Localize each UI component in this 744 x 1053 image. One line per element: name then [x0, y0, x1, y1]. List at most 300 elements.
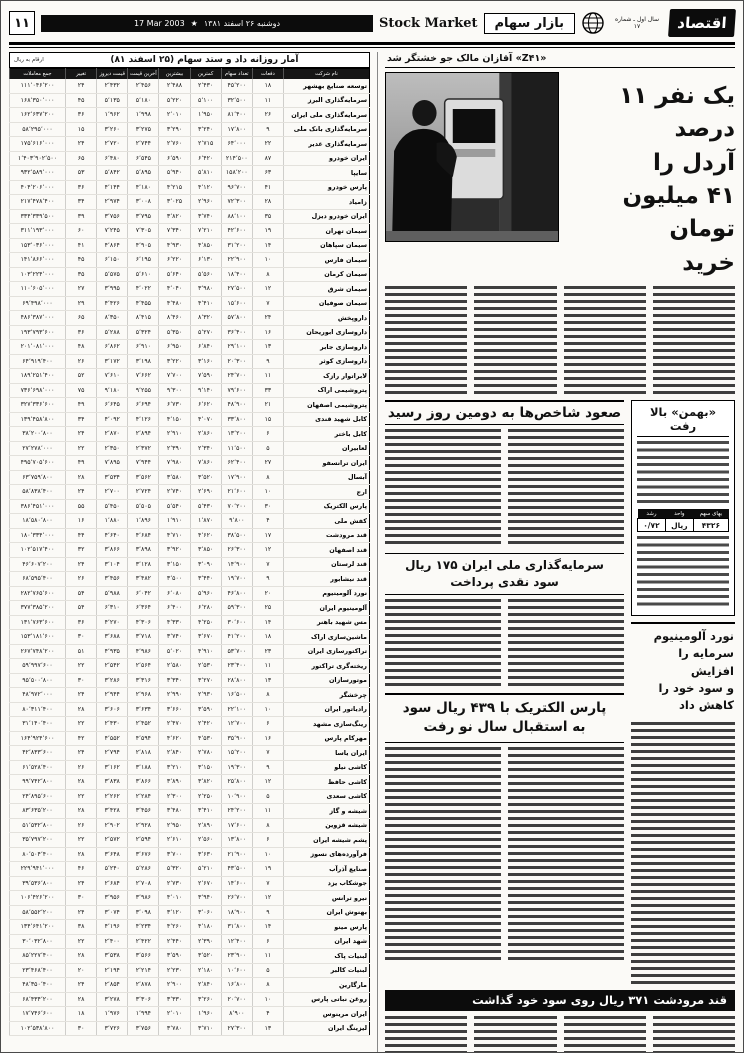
value-cell: ۶ — [252, 833, 283, 848]
value-cell: ۳٬۵۸۰ — [159, 470, 190, 485]
value-cell: ۸٬۴۱۵ — [128, 311, 159, 326]
value-cell: ۴٬۳۳۰ — [159, 615, 190, 630]
stocks-table — [9, 68, 370, 1036]
company-name-cell: پتروشیمی اراک — [284, 383, 370, 398]
value-cell: ۱۸ — [66, 1007, 97, 1022]
body-text-column — [385, 286, 467, 394]
value-cell: ۴٬۹۳۵ — [97, 644, 128, 659]
table-row — [10, 79, 370, 93]
value-cell: ۴۸ — [66, 340, 97, 355]
value-cell: ۶٬۴۸۰ — [97, 151, 128, 166]
value-cell: ۱۵۸٬۲۰۰ — [221, 166, 252, 181]
value-cell: ۱۲٬۴۰۰ — [221, 934, 252, 949]
table-row — [10, 296, 370, 311]
value-cell: ۲۴ — [66, 79, 97, 93]
value-cell: ۳٬۸۲۰ — [159, 209, 190, 224]
value-cell: ۹٬۳۰۰ — [159, 383, 190, 398]
value-cell: ۷۹٬۶۰۰ — [221, 383, 252, 398]
value-cell: ۷٬۵۹۰ — [190, 369, 221, 384]
value-cell: ۴۵ — [66, 253, 97, 268]
value-cell: ۲٬۸۷۸ — [128, 978, 159, 993]
company-name-cell: پارس الکتریک — [284, 499, 370, 514]
value-cell: ۱۱ — [252, 369, 283, 384]
table-row — [10, 195, 370, 210]
value-cell: ۳۸٬۵۰۰ — [221, 528, 252, 543]
value-cell: ۲٬۷۳۰ — [159, 876, 190, 891]
stocks-column-header: تغییر — [66, 69, 97, 80]
value-cell: ۴٬۱۴۴ — [97, 180, 128, 195]
company-name-cell: بهنوش ایران — [284, 905, 370, 920]
value-cell: ۹ — [252, 354, 283, 369]
value-cell: ۳٬۲۴۰ — [190, 122, 221, 137]
value-cell: ۲۳٬۴۰۰ — [221, 659, 252, 674]
value-cell: ۲٬۴۳۲ — [97, 79, 128, 93]
value-cell: ۴۵ — [66, 93, 97, 108]
company-name-cell: رادیاتور ایران — [284, 702, 370, 717]
company-name-cell: سیمان تهران — [284, 224, 370, 239]
value-cell: ۲۸ — [66, 847, 97, 862]
value-cell: ۴٬۵۹۴ — [128, 731, 159, 746]
value-cell: ۱۸٬۹۰۰ — [221, 905, 252, 920]
value-cell: ۳٬۴۲۸ — [97, 804, 128, 819]
value-cell: ۲٬۶۸۴ — [97, 876, 128, 891]
value-cell: ۱۷٬۶۰۰ — [221, 818, 252, 833]
value-cell: ۶ — [252, 427, 283, 442]
value-cell: ۳٬۱۵۰ — [159, 557, 190, 572]
value-cell: ۲٬۳۵۰ — [97, 441, 128, 456]
table-row — [10, 862, 370, 877]
table-row — [10, 93, 370, 108]
value-cell: ۴٬۹۳۰ — [159, 238, 190, 253]
value-cell: ۲٬۴۵۶ — [128, 79, 159, 93]
body-text-column — [564, 1016, 646, 1053]
value-cell: ۷ — [252, 557, 283, 572]
value-cell: ۲۸ — [66, 804, 97, 819]
company-name-cell: ایران مرینوس — [284, 1007, 370, 1022]
company-name-cell: جوشکاب یزد — [284, 876, 370, 891]
value-cell: ۲٬۴۷۰ — [159, 717, 190, 732]
company-name-cell: مس شهید باهنر — [284, 615, 370, 630]
value-cell: ۴۳٬۵۰۰ — [221, 862, 252, 877]
mini-col-header: بهای سهم — [693, 509, 728, 519]
value-cell: ۸۸٬۱۰۰ — [221, 209, 252, 224]
value-cell: ۸۰٬۳۱۱٬۴۰۰ — [10, 702, 66, 717]
company-name-cell: قند مرودشت — [284, 528, 370, 543]
section-title-en: Stock Market — [379, 15, 478, 31]
value-cell: ۳٬۴۸۰ — [159, 804, 190, 819]
value-cell: ۳٬۹۹۵ — [97, 282, 128, 297]
masthead-title: اقتصاد — [676, 14, 728, 32]
value-cell: ۲۶ — [252, 108, 283, 123]
company-name-cell: آبسال — [284, 470, 370, 485]
value-cell: ۱۰٬۹۰۰ — [221, 789, 252, 804]
value-cell: ۳٬۵۹۰ — [159, 949, 190, 964]
company-name-cell: سیمان کرمان — [284, 267, 370, 282]
value-cell: ۴۸۶٬۳۸۷٬۰۰۰ — [10, 311, 66, 326]
value-cell: ۲۰ — [252, 586, 283, 601]
value-cell: ۲٬۸۶۰ — [190, 427, 221, 442]
company-name-cell: مهرکام پارس — [284, 731, 370, 746]
value-cell: ۲۴٬۷۰۰ — [221, 369, 252, 384]
value-cell: ۳٬۰۹۰ — [190, 557, 221, 572]
value-cell: ۲٬۹۷۴ — [97, 195, 128, 210]
melli-body — [385, 599, 624, 687]
body-text-column — [508, 599, 624, 687]
company-name-cell: کاشی سعدی — [284, 789, 370, 804]
value-cell: ۴۹۵٬۷۰۵٬۶۰۰ — [10, 456, 66, 471]
company-name-cell: سرمایه‌گذاری البرز — [284, 93, 370, 108]
value-cell: ۱۰۶٬۴۲۶٬۲۰۰ — [10, 891, 66, 906]
value-cell: ۳٬۲۶۰ — [190, 992, 221, 1007]
mini-table-row — [638, 519, 729, 532]
value-cell: ۹٬۸۰۰ — [221, 514, 252, 529]
value-cell: ۲٬۵۶۰ — [190, 833, 221, 848]
value-cell: ۲٬۸۵۴ — [97, 978, 128, 993]
value-cell: ۳٬۹۵۶ — [97, 891, 128, 906]
table-row — [10, 586, 370, 601]
value-cell: ۵٬۲۲۰ — [159, 93, 190, 108]
lead-headline — [567, 72, 735, 280]
company-name-cell: کاشی نیلو — [284, 760, 370, 775]
value-cell: ۲٬۲۶۲ — [97, 789, 128, 804]
value-cell: ۴۶ — [66, 862, 97, 877]
value-cell: ۲۵٬۸۰۰ — [221, 775, 252, 790]
value-cell: ۳٬۰۷۴ — [97, 905, 128, 920]
value-cell: ۵٬۲۷۰ — [190, 325, 221, 340]
value-cell: ۵۹٬۳۰۰ — [221, 601, 252, 616]
value-cell: ۲۸۲٬۷۶۵٬۶۰۰ — [10, 586, 66, 601]
table-row — [10, 572, 370, 587]
value-cell: ۳۰ — [66, 1021, 97, 1036]
company-name-cell: سایپا — [284, 166, 370, 181]
company-name-cell: ایران خودرو — [284, 151, 370, 166]
value-cell: ۶۴٬۰۰۰ — [221, 137, 252, 152]
body-text-column — [474, 286, 556, 394]
value-cell: ۹٬۲۵۵ — [128, 383, 159, 398]
page-header — [9, 7, 735, 39]
value-cell: ۲٬۳۹۰ — [159, 441, 190, 456]
value-cell: ۳۱٬۱۴۰٬۴۰۰ — [10, 717, 66, 732]
value-cell: ۳۰٬۰۳۲٬۸۰۰ — [10, 934, 66, 949]
table-row — [10, 659, 370, 674]
company-name-cell: ارج — [284, 485, 370, 500]
value-cell: ۷٬۲۴۵ — [97, 224, 128, 239]
star-icon: ★ — [190, 18, 198, 28]
table-row — [10, 978, 370, 993]
value-cell: ۱۴ — [252, 238, 283, 253]
value-cell: ۱۹ — [252, 224, 283, 239]
value-cell: ۳٬۰۰۸ — [128, 195, 159, 210]
value-cell: ۵ — [252, 789, 283, 804]
page-content — [9, 52, 735, 1053]
value-cell: ۴٬۶۲۰ — [190, 528, 221, 543]
table-row — [10, 963, 370, 978]
value-cell: ۴٬۱۵۰ — [159, 412, 190, 427]
value-cell: ۳٬۵۲۰ — [190, 470, 221, 485]
value-cell: ۳٬۵۹۰ — [190, 702, 221, 717]
company-name-cell: زامیاد — [284, 195, 370, 210]
value-cell: ۲٬۵۶۴ — [128, 659, 159, 674]
value-cell: ۳٬۷۰۰ — [159, 847, 190, 862]
value-cell: ۲۲۹٬۹۴۱٬۰۰۰ — [10, 862, 66, 877]
value-cell: ۳۰ — [252, 499, 283, 514]
stocks-column-header: نام شرکت — [284, 69, 370, 80]
value-cell: ۲۱٬۶۰۰ — [221, 485, 252, 500]
value-cell: ۳۰ — [66, 673, 97, 688]
value-cell: ۴٬۲۶۰ — [159, 920, 190, 935]
value-cell: ۲٬۷۸۰ — [190, 746, 221, 761]
value-cell: ۹ — [252, 572, 283, 587]
table-row — [10, 934, 370, 949]
value-cell: ۴٬۸۶۴ — [97, 238, 128, 253]
table-row — [10, 905, 370, 920]
stocks-column-header: جمع معاملات — [10, 69, 66, 80]
value-cell: ۲٬۴۸۸ — [159, 79, 190, 93]
value-cell: ۸ — [252, 688, 283, 703]
value-cell: ۳٬۰۲۵ — [159, 195, 190, 210]
value-cell: ۵٬۱۳۵ — [97, 93, 128, 108]
value-cell: ۳٬۱۶۰ — [190, 354, 221, 369]
table-row — [10, 427, 370, 442]
noord-headline-line: سرمایه را افزایش — [678, 646, 734, 678]
value-cell: ۱۱ — [252, 659, 283, 674]
pars-body — [385, 747, 624, 961]
value-cell: ۳٬۵۶۲ — [128, 470, 159, 485]
value-cell: ۲٬۸۱۸ — [128, 746, 159, 761]
table-row — [10, 209, 370, 224]
value-cell: ۴۲٬۸۳۳٬۶۰۰ — [10, 746, 66, 761]
value-cell: ۴٬۰۷۰ — [190, 412, 221, 427]
value-cell: ۴٬۲۳۴ — [128, 920, 159, 935]
value-cell: ۱۵ — [252, 412, 283, 427]
header-rule — [9, 42, 735, 48]
table-row — [10, 992, 370, 1007]
value-cell: ۴٬۹۱۰ — [190, 644, 221, 659]
table-row — [10, 543, 370, 558]
value-cell: ۱۸٬۵۸۰٬۸۰۰ — [10, 514, 66, 529]
table-row — [10, 688, 370, 703]
noord-headline-line: و سود خود را کاهش داد — [658, 680, 734, 713]
value-cell: ۵۱٬۵۳۲٬۸۰۰ — [10, 818, 66, 833]
table-row — [10, 441, 370, 456]
value-cell: ۲٬۵۸۰ — [159, 659, 190, 674]
value-cell: ۳٬۳۴۰ — [159, 673, 190, 688]
value-cell: ۲۴ — [66, 978, 97, 993]
value-cell: ۶٬۸۶۲ — [97, 340, 128, 355]
value-cell: ۱۲ — [252, 775, 283, 790]
value-cell: ۱۲ — [252, 891, 283, 906]
value-cell: ۶۸٬۴۳۴٬۲۰۰ — [10, 992, 66, 1007]
table-row — [10, 775, 370, 790]
value-cell: ۱۱۰٬۶۰۵٬۰۰۰ — [10, 282, 66, 297]
value-cell: ۲۲٬۱۰۰ — [221, 702, 252, 717]
value-cell: ۵٬۶۴۰ — [159, 267, 190, 282]
value-cell: ۹ — [252, 905, 283, 920]
value-cell: ۱۹ — [252, 862, 283, 877]
company-name-cell: کفش ملی — [284, 514, 370, 529]
value-cell: ۶٬۲۸۰ — [190, 601, 221, 616]
company-name-cell: سرمایه‌گذاری بانک ملی — [284, 122, 370, 137]
value-cell: ۲٬۷۰۰ — [97, 485, 128, 500]
company-name-cell: لبنیات پاک — [284, 949, 370, 964]
value-cell: ۷٬۹۴۴ — [128, 456, 159, 471]
value-cell: ۲٬۳۹۰ — [190, 934, 221, 949]
value-cell: ۵٬۸۹۵ — [128, 166, 159, 181]
table-row — [10, 717, 370, 732]
value-cell: ۳٬۱۰۴ — [97, 557, 128, 572]
value-cell: ۱٬۹۶۰ — [190, 1007, 221, 1022]
value-cell: ۳٬۱۸۸ — [128, 760, 159, 775]
value-cell: ۱۱ — [252, 93, 283, 108]
value-cell: ۱۳ — [252, 340, 283, 355]
value-cell: ۲۸ — [66, 702, 97, 717]
table-row — [10, 1021, 370, 1036]
value-cell: ۳٬۵۶۶ — [128, 949, 159, 964]
body-text-column — [564, 286, 646, 394]
value-cell: ۶۳ — [252, 166, 283, 181]
value-cell: ۲۲ — [66, 717, 97, 732]
value-cell: ۲٬۶۷۰ — [190, 876, 221, 891]
value-cell: ۳٬۵۳۴ — [97, 470, 128, 485]
value-cell: ۱۶٬۸۰۰ — [221, 978, 252, 993]
value-cell: ۴٬۶۲۰ — [159, 731, 190, 746]
value-cell: ۱۱ — [252, 804, 283, 819]
value-cell: ۲٬۷۴۰ — [159, 485, 190, 500]
value-cell: ۱۹٬۳۰۰ — [221, 760, 252, 775]
value-cell: ۶ — [252, 717, 283, 732]
value-cell: ۲۷٬۲۷۸٬۰۰۰ — [10, 441, 66, 456]
value-cell: ۳۳۴٬۳۳۹٬۵۰۰ — [10, 209, 66, 224]
value-cell: ۱۷٬۸۰۰ — [221, 122, 252, 137]
value-cell: ۷٬۶۱۰ — [97, 369, 128, 384]
company-name-cell: پارس خودرو — [284, 180, 370, 195]
value-cell: ۱۹٬۷۰۰ — [221, 572, 252, 587]
value-cell: ۴۵٬۲۰۰ — [221, 79, 252, 93]
company-name-cell: روغن نباتی پارس — [284, 992, 370, 1007]
value-cell: ۲٬۱۹۴ — [97, 963, 128, 978]
value-cell: ۲٬۵۹۴ — [128, 833, 159, 848]
value-cell: ۱۷۵٬۶۱۶٬۰۰۰ — [10, 137, 66, 152]
value-cell: ۶٬۵۹۰ — [159, 151, 190, 166]
table-row — [10, 398, 370, 413]
value-cell: ۱۶ — [252, 325, 283, 340]
pars-headline-line: پارس الکتریک با ۴۳۹ ریال سود — [402, 699, 607, 716]
value-cell: ۲٬۷۲۴ — [128, 485, 159, 500]
value-cell: ۱۰ — [252, 847, 283, 862]
company-name-cell: قند لرستان — [284, 557, 370, 572]
value-cell: ۱۱٬۵۰۰ — [221, 441, 252, 456]
value-cell: ۴ — [252, 1007, 283, 1022]
value-cell: ۵۳٬۷۰۰ — [221, 644, 252, 659]
value-cell: ۴ — [252, 514, 283, 529]
value-cell: ۴۹ — [66, 398, 97, 413]
editorial-column — [385, 52, 735, 1053]
value-cell: ۳۵ — [66, 267, 97, 282]
value-cell: ۲٬۵۳۰ — [190, 659, 221, 674]
company-name-cell: رینگ‌سازی مشهد — [284, 717, 370, 732]
value-cell: ۳۴ — [66, 412, 97, 427]
value-cell: ۸۵٬۲۲۷٬۴۰۰ — [10, 949, 66, 964]
company-name-cell: تراکتورسازی ایران — [284, 644, 370, 659]
value-cell: ۴٬۲۱۵ — [159, 180, 190, 195]
company-name-cell: نورد آلومینیوم — [284, 586, 370, 601]
stocks-table-body — [10, 79, 370, 1036]
value-cell: ۳٬۴۱۰ — [190, 804, 221, 819]
body-text-column — [474, 1016, 556, 1053]
value-cell: ۲۶ — [66, 760, 97, 775]
value-cell: ۲٬۴۲۲ — [128, 934, 159, 949]
value-cell: ۴۱٬۲۰۰ — [221, 630, 252, 645]
value-cell: ۳۸۶٬۴۵۱٬۰۰۰ — [10, 499, 66, 514]
stocks-column-header: آخرین قیمت — [128, 69, 159, 80]
value-cell: ۱۰۳٬۲۲۴٬۰۰۰ — [10, 267, 66, 282]
table-row — [10, 702, 370, 717]
value-cell: ۹ — [252, 760, 283, 775]
value-cell: ۶٬۰۸۰ — [159, 586, 190, 601]
value-cell: ۸ — [252, 818, 283, 833]
value-cell: ۲۲ — [66, 934, 97, 949]
value-cell: ۳٬۳۳۰ — [159, 992, 190, 1007]
value-cell: ۳٬۸۶۶ — [97, 543, 128, 558]
company-name-cell: موتورسازان — [284, 673, 370, 688]
company-name-cell: ماشین‌سازی اراک — [284, 630, 370, 645]
company-name-cell: پارس مینو — [284, 920, 370, 935]
value-cell: ۱۴٬۶۰۰ — [221, 876, 252, 891]
value-cell: ۲۶٬۳۰۰ — [221, 543, 252, 558]
value-cell: ۲٬۰۱۰ — [159, 1007, 190, 1022]
value-cell: ۴٬۲۷۰ — [97, 615, 128, 630]
value-cell: ۷۰٬۲۰۰ — [221, 499, 252, 514]
value-cell: ۹٬۱۴۰ — [190, 383, 221, 398]
value-cell: ۲۲ — [66, 789, 97, 804]
value-cell: ۴٬۶۸۴ — [128, 528, 159, 543]
value-cell: ۳٬۹۲۰ — [159, 543, 190, 558]
value-cell: ۲٬۹۰۲ — [97, 818, 128, 833]
value-cell: ۴٬۳۰۶ — [128, 615, 159, 630]
middle-main-column — [385, 400, 624, 984]
value-cell: ۲٬۹۵۰ — [159, 818, 190, 833]
masthead-logo — [668, 9, 736, 37]
value-cell: ۷٬۳۰۵ — [128, 224, 159, 239]
value-cell: ۳٬۵۰۰ — [159, 572, 190, 587]
table-row — [10, 528, 370, 543]
value-cell: ۶٬۴۰۰ — [159, 601, 190, 616]
value-cell: ۴۶٬۶۰۷٬۲۰۰ — [10, 557, 66, 572]
company-name-cell: توسعه صنایع بهشهر — [284, 79, 370, 93]
body-text-column — [385, 429, 501, 547]
value-cell: ۶٬۸۴۰ — [190, 340, 221, 355]
value-cell: ۱٬۴۰۳٬۹۰۲٬۵۰۰ — [10, 151, 66, 166]
value-cell: ۱۶۸٬۳۵۰٬۰۰۰ — [10, 93, 66, 108]
value-cell: ۲٬۹۲۸ — [128, 818, 159, 833]
value-cell: ۸٬۴۶۰ — [159, 311, 190, 326]
value-cell: ۶٬۱۵۰ — [97, 253, 128, 268]
value-cell: ۴۸٬۹۷۲٬۰۰۰ — [10, 688, 66, 703]
value-cell: ۸۷ — [252, 151, 283, 166]
value-cell: ۳٬۷۵۶ — [128, 1021, 159, 1036]
value-cell: ۲۷٬۳۰۰ — [221, 1021, 252, 1036]
value-cell: ۲۰۱٬۰۸۱٬۰۰۰ — [10, 340, 66, 355]
melli-headline — [385, 553, 624, 595]
value-cell: ۳٬۱۵۰ — [190, 760, 221, 775]
value-cell: ۱۳۴٬۶۴۱٬۲۰۰ — [10, 920, 66, 935]
company-name-cell: لابراتوار رازک — [284, 369, 370, 384]
lead-headline-line: ۴۱ میلیون تومان — [622, 183, 735, 243]
company-name-cell: ایران ترانسفو — [284, 456, 370, 471]
value-cell: ۵٬۰۲۰ — [159, 644, 190, 659]
pars-headline — [385, 693, 624, 743]
body-text-column — [508, 429, 624, 547]
